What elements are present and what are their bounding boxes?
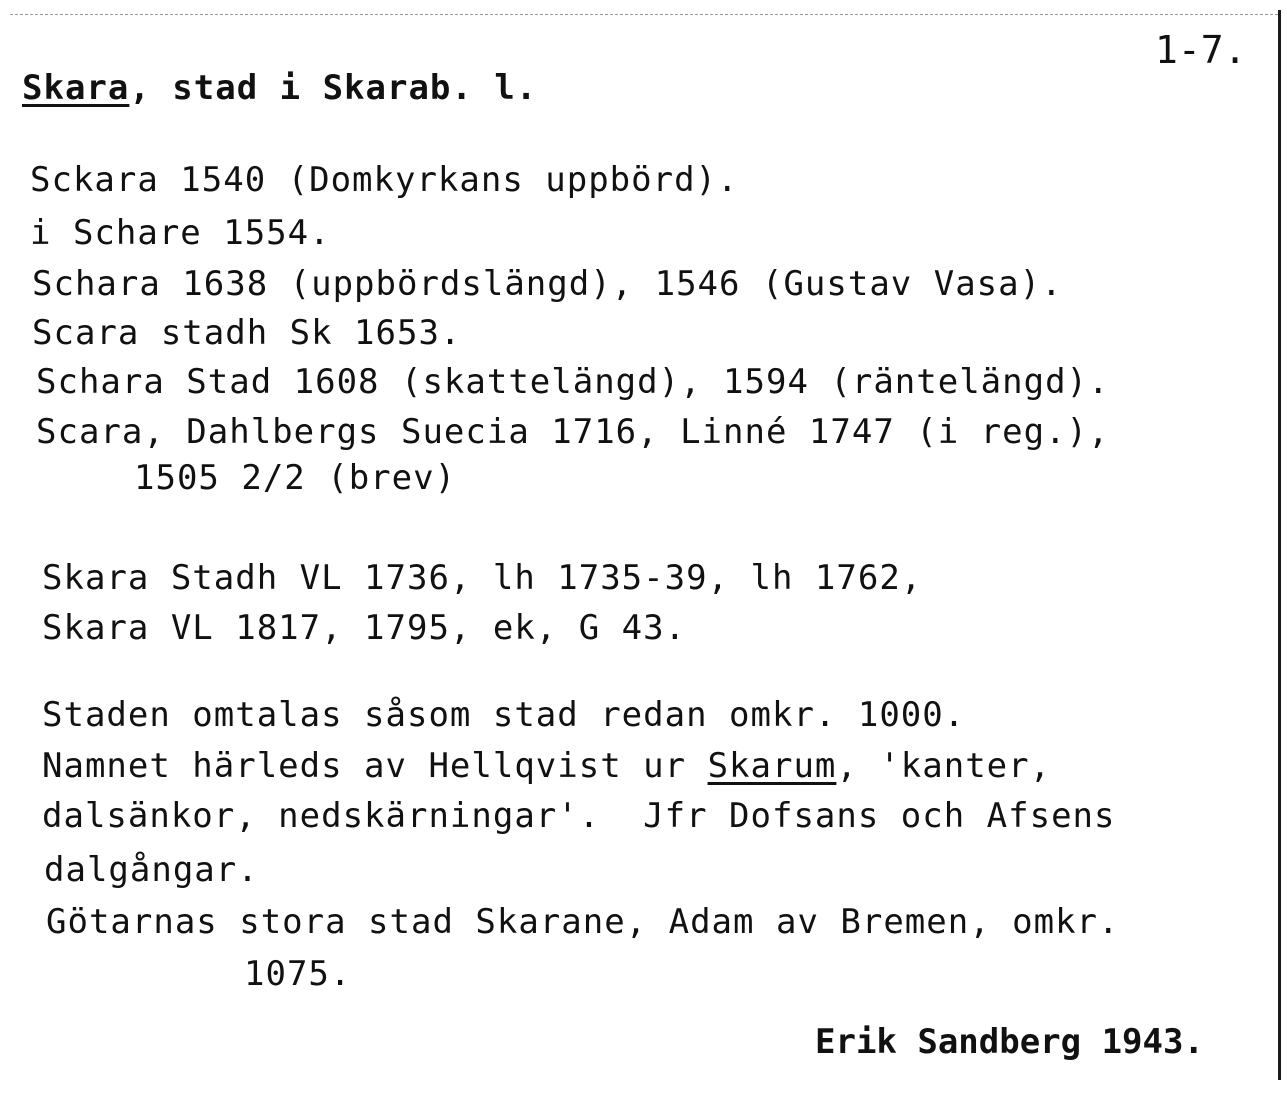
form-line-4: Scara stadh Sk 1653. [32,313,462,353]
note-line-6: 1075. [244,954,352,994]
signature: Erik Sandberg 1943. [815,1022,1204,1062]
note-line-2 [42,746,1051,786]
card-number: 1-7. [1155,28,1247,72]
card-right-edge [1278,10,1281,1080]
note-line-5: Götarnas stora stad Skarane, Adam av Bremen, omkr. [46,902,1120,942]
note-line-2-end: , 'kanter, [836,746,1052,786]
etymon-word: Skarum [707,746,837,786]
note-line-1: Staden omtalas såsom stad redan omkr. 1000. [42,695,966,735]
card-header [22,68,537,108]
later-form-line-1: Skara Stadh VL 1736, lh 1735-39, lh 1762, [42,558,923,598]
form-line-7: 1505 2/2 (brev) [134,458,457,498]
later-form-line-2: Skara VL 1817, 1795, ek, G 43. [42,608,687,648]
card-top-edge [10,14,1278,16]
form-line-5: Schara Stad 1608 (skattelängd), 1594 (räntelängd). [36,362,1110,402]
note-line-4: dalgångar. [44,850,259,890]
form-line-2: i Schare 1554. [30,213,331,253]
note-line-2-start: Namnet härleds av Hellqvist ur [42,746,708,786]
note-line-3: dalsänkor, nedskärningar'. Jfr Dofsans och Afsens [42,796,1116,836]
form-line-1: Sckara 1540 (Domkyrkans uppbörd). [30,160,739,200]
form-line-3: Schara 1638 (uppbördslängd), 1546 (Gustav Vasa). [32,264,1063,304]
place-description: , stad i Skarab. l. [129,68,538,108]
form-line-6: Scara, Dahlbergs Suecia 1716, Linné 1747 (i reg.), [36,412,1110,452]
place-name: Skara [22,68,130,108]
